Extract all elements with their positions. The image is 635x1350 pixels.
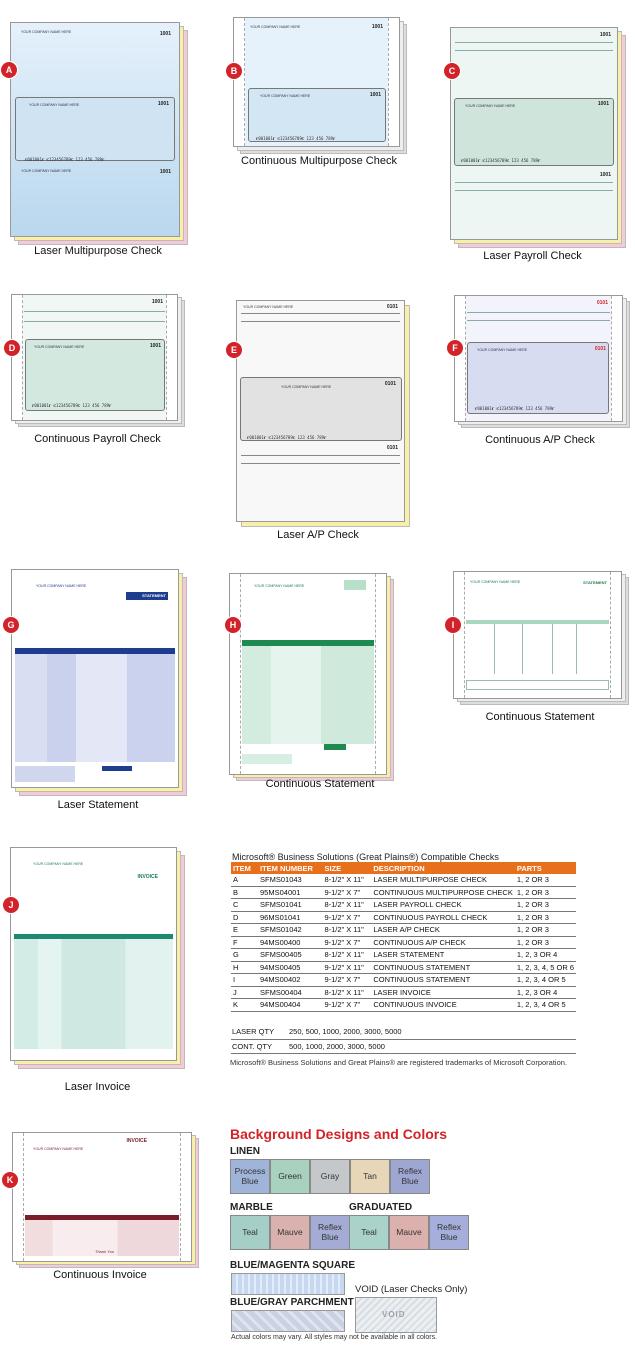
graduated-swatch: Reflex Blue xyxy=(429,1215,469,1250)
table-row xyxy=(231,974,576,987)
table-row xyxy=(231,911,576,924)
rule xyxy=(241,321,400,322)
column-rule xyxy=(494,624,495,674)
cell-item-number: 96MS01041 xyxy=(258,911,322,924)
check-number: 1001 xyxy=(371,24,383,30)
cell-size: 9-1/2" X 11" xyxy=(322,961,371,974)
invoice-title: INVOICE xyxy=(137,874,158,880)
badge-d: D xyxy=(4,340,20,356)
company-name: YOUR COMPANY NAME HERE xyxy=(477,348,528,352)
company-name: YOUR COMPANY NAME HERE xyxy=(281,385,332,389)
trademark-note: Microsoft® Business Solutions and Great Plains® are registered trademarks of Microsoft Corporation. xyxy=(230,1058,568,1067)
rule xyxy=(241,455,400,456)
rule xyxy=(241,313,400,314)
cell-parts: 1, 2 OR 3 xyxy=(515,911,576,924)
tractor-feed-left xyxy=(454,572,465,698)
tractor-feed-left xyxy=(234,18,245,146)
cell-item: K xyxy=(231,999,258,1012)
cell-parts: 1, 2, 3 OR 4 xyxy=(515,986,576,999)
form-sheet xyxy=(229,573,387,775)
tractor-feed-right xyxy=(180,1133,191,1261)
cell-description: CONTINUOUS STATEMENT xyxy=(371,961,515,974)
caption-h: Continuous Statement xyxy=(265,778,375,790)
bg-parchment-swatch xyxy=(231,1310,345,1332)
cell-size: 8-1/2" X 11" xyxy=(322,874,371,886)
company-name: YOUR COMPANY NAME HERE xyxy=(29,103,80,107)
rule xyxy=(24,321,165,322)
column-rule xyxy=(522,624,523,674)
cell-item-number: SFMS01042 xyxy=(258,924,322,937)
tractor-feed-left xyxy=(13,1133,24,1261)
tractor-feed-right xyxy=(610,572,621,698)
check-number: 1001 xyxy=(149,343,161,349)
cell-size: 9-1/2" X 7" xyxy=(322,999,371,1012)
rule xyxy=(24,311,165,312)
linen-swatch: Tan xyxy=(350,1159,390,1194)
bg-parchment-label: BLUE/GRAY PARCHMENT xyxy=(230,1297,354,1308)
linen-swatch: Process Blue xyxy=(230,1159,270,1194)
check-area xyxy=(25,339,165,411)
check-number: 1001 xyxy=(597,101,609,107)
micr-line: ⑈001001⑈ ⑆123456789⑆ 123 456 789⑈ xyxy=(247,435,327,440)
linen-swatch: Reflex Blue xyxy=(390,1159,430,1194)
linen-label: LINEN xyxy=(230,1146,260,1157)
company-name: YOUR COMPANY NAME HERE xyxy=(470,580,521,584)
caption-k: Continuous Invoice xyxy=(53,1269,147,1281)
cell-description: LASER A/P CHECK xyxy=(371,924,515,937)
form-sheet xyxy=(11,569,179,788)
company-name: YOUR COMPANY NAME HERE xyxy=(21,169,72,173)
cell-description: CONTINUOUS INVOICE xyxy=(371,999,515,1012)
cell-description: CONTINUOUS A/P CHECK xyxy=(371,936,515,949)
cell-item: I xyxy=(231,974,258,987)
badge-j: J xyxy=(3,897,19,913)
cell-item-number: SFMS01043 xyxy=(258,874,322,886)
check-number: 1001 xyxy=(159,169,171,175)
company-name: YOUR COMPANY NAME HERE xyxy=(250,25,301,29)
badge-b: B xyxy=(226,63,242,79)
tractor-feed-left xyxy=(12,295,23,420)
form-sheet xyxy=(236,300,405,522)
company-name: YOUR COMPANY NAME HERE xyxy=(34,345,85,349)
badge-g: G xyxy=(3,617,19,633)
tractor-feed-right xyxy=(611,296,622,421)
company-name: YOUR COMPANY NAME HERE xyxy=(33,1147,84,1151)
micr-line: ⑈001001⑈ ⑆123456789⑆ 123 456 789⑈ xyxy=(256,136,336,141)
statement-title: STATEMENT xyxy=(583,580,607,585)
cell-size: 8-1/2" X 11" xyxy=(322,949,371,962)
table-row xyxy=(231,986,576,999)
col-item-number: ITEM NUMBER xyxy=(258,862,322,874)
cell-item: H xyxy=(231,961,258,974)
cell-parts: 1, 2 OR 3 xyxy=(515,936,576,949)
table-row xyxy=(231,949,576,962)
check-area xyxy=(467,342,609,414)
cell-description: LASER STATEMENT xyxy=(371,949,515,962)
cell-item-number: SFMS01041 xyxy=(258,899,322,912)
thank-you-text: Thank You xyxy=(95,1249,115,1254)
check-number: 1001 xyxy=(157,101,169,107)
caption-j: Laser Invoice xyxy=(64,1081,131,1093)
rule xyxy=(455,50,613,51)
cell-description: CONTINUOUS STATEMENT xyxy=(371,974,515,987)
aging-boxes xyxy=(466,680,609,690)
badge-h: H xyxy=(225,617,241,633)
void-watermark: VOID xyxy=(382,1310,406,1319)
form-sheet xyxy=(453,571,622,699)
badge-e: E xyxy=(226,342,242,358)
cell-parts: 1, 2 OR 3 xyxy=(515,924,576,937)
caption-b: Continuous Multipurpose Check xyxy=(241,155,397,167)
check-number: 0101 xyxy=(594,346,606,352)
form-sheet xyxy=(10,847,177,1061)
bm-square-label: BLUE/MAGENTA SQUARE xyxy=(230,1260,355,1271)
bm-square-swatch xyxy=(231,1273,345,1295)
table-row xyxy=(231,999,576,1012)
form-sheet xyxy=(10,22,180,237)
cell-item: F xyxy=(231,936,258,949)
linen-swatch: Gray xyxy=(310,1159,350,1194)
cell-item: B xyxy=(231,886,258,899)
company-name: YOUR COMPANY NAME HERE xyxy=(254,584,305,588)
invoice-title: INVOICE xyxy=(126,1138,147,1144)
line-items-area xyxy=(14,939,173,1049)
cell-item-number: SFMS00405 xyxy=(258,949,322,962)
void-label: VOID (Laser Checks Only) xyxy=(355,1284,468,1295)
rule xyxy=(467,312,610,313)
laser-qty-label: LASER QTY xyxy=(232,1027,275,1036)
compatible-checks-table xyxy=(231,862,576,1012)
form-sheet xyxy=(233,17,400,147)
cont-qty: 500, 1000, 2000, 3000, 5000 xyxy=(289,1042,385,1051)
check-number: 1001 xyxy=(151,299,163,305)
cell-item: A xyxy=(231,874,258,886)
column-rule xyxy=(576,624,577,674)
micr-line: ⑈001001⑈ ⑆123456789⑆ 123 456 789⑈ xyxy=(32,403,112,408)
amount-due-bar xyxy=(102,766,132,771)
micr-line: ⑈001001⑈ ⑆123456789⑆ 123 456 789⑈ xyxy=(475,406,555,411)
marble-swatch: Reflex Blue xyxy=(310,1215,350,1250)
company-name: YOUR COMPANY NAME HERE xyxy=(21,30,72,34)
form-sheet xyxy=(454,295,623,422)
check-number: 0101 xyxy=(384,381,396,387)
aging-boxes xyxy=(15,766,75,782)
column-rule xyxy=(552,624,553,674)
void-sample xyxy=(355,1297,437,1333)
cell-parts: 1, 2 OR 3 xyxy=(515,899,576,912)
check-number: 0101 xyxy=(386,445,398,451)
marble-swatch: Mauve xyxy=(270,1215,310,1250)
caption-a: Laser Multipurpose Check xyxy=(34,245,162,257)
cont-qty-label: CONT. QTY xyxy=(232,1042,273,1051)
micr-line: ⑈001001⑈ ⑆123456789⑆ 123 456 789⑈ xyxy=(461,158,541,163)
micr-line: ⑈001001⑈ ⑆123456789⑆ 123 456 789⑈ xyxy=(25,157,105,162)
tractor-feed-right xyxy=(388,18,399,146)
rule xyxy=(231,1053,576,1054)
cell-description: CONTINUOUS PAYROLL CHECK xyxy=(371,911,515,924)
cell-size: 9-1/2" X 7" xyxy=(322,936,371,949)
total-bar xyxy=(324,744,346,750)
caption-f: Continuous A/P Check xyxy=(485,434,595,446)
caption-g: Laser Statement xyxy=(57,799,139,811)
statement-box xyxy=(344,580,366,590)
cell-item: C xyxy=(231,899,258,912)
cell-size: 9-1/2" X 7" xyxy=(322,886,371,899)
check-number: 0101 xyxy=(596,300,608,306)
caption-d: Continuous Payroll Check xyxy=(34,433,161,445)
statement-title: STATEMENT xyxy=(142,593,166,598)
company-name: YOUR COMPANY NAME HERE xyxy=(33,862,84,866)
linen-swatch: Green xyxy=(270,1159,310,1194)
cell-item: G xyxy=(231,949,258,962)
graduated-swatch: Mauve xyxy=(389,1215,429,1250)
col-description: DESCRIPTION xyxy=(371,862,515,874)
badge-f: F xyxy=(447,340,463,356)
marble-label: MARBLE xyxy=(230,1202,273,1213)
check-number: 1001 xyxy=(159,31,171,37)
cell-item-number: 94MS00404 xyxy=(258,999,322,1012)
company-name: YOUR COMPANY NAME HERE xyxy=(36,584,87,588)
cell-size: 8-1/2" X 11" xyxy=(322,899,371,912)
rule xyxy=(241,463,400,464)
cell-parts: 1, 2 OR 3 xyxy=(515,874,576,886)
table-title: Microsoft® Business Solutions (Great Plains®) Compatible Checks xyxy=(232,852,499,862)
line-items-area xyxy=(242,646,374,744)
rule xyxy=(467,320,610,321)
badge-a: A xyxy=(1,62,17,78)
cell-item: E xyxy=(231,924,258,937)
cell-item-number: SFMS00404 xyxy=(258,986,322,999)
cell-item-number: 94MS00402 xyxy=(258,974,322,987)
rule xyxy=(455,190,613,191)
form-sheet xyxy=(12,1132,192,1262)
table-row xyxy=(231,924,576,937)
column-header xyxy=(466,620,609,624)
cell-description: LASER INVOICE xyxy=(371,986,515,999)
cell-size: 9-1/2" X 7" xyxy=(322,974,371,987)
cell-item-number: 95MS04001 xyxy=(258,886,322,899)
form-sheet xyxy=(450,27,618,240)
marble-swatch: Teal xyxy=(230,1215,270,1250)
cell-description: LASER PAYROLL CHECK xyxy=(371,899,515,912)
col-size: SIZE xyxy=(322,862,371,874)
cell-size: 9-1/2" X 7" xyxy=(322,911,371,924)
check-area xyxy=(454,98,614,166)
check-number: 1001 xyxy=(599,172,611,178)
cell-item: D xyxy=(231,911,258,924)
graduated-label: GRADUATED xyxy=(349,1202,413,1213)
cell-item-number: 94MS00405 xyxy=(258,961,322,974)
line-items-area xyxy=(15,654,175,762)
col-parts: PARTS xyxy=(515,862,576,874)
table-row xyxy=(231,874,576,886)
table-row xyxy=(231,936,576,949)
tractor-feed-right xyxy=(166,295,177,420)
company-name: YOUR COMPANY NAME HERE xyxy=(243,305,294,309)
cell-parts: 1, 2, 3, 4, 5 OR 6 xyxy=(516,962,574,972)
tractor-feed-left xyxy=(230,574,241,774)
check-number: 1001 xyxy=(599,32,611,38)
cell-parts: 1, 2, 3, 4 OR 5 xyxy=(515,999,576,1012)
tractor-feed-right xyxy=(375,574,386,774)
laser-qty: 250, 500, 1000, 2000, 3000, 5000 xyxy=(289,1027,402,1036)
tractor-feed-left xyxy=(455,296,466,421)
company-name: YOUR COMPANY NAME HERE xyxy=(465,104,516,108)
graduated-swatch: Teal xyxy=(349,1215,389,1250)
form-sheet xyxy=(11,294,178,421)
caption-e: Laser A/P Check xyxy=(277,529,359,541)
cell-parts: 1, 2, 3, 4 OR 5 xyxy=(515,974,576,987)
caption-c: Laser Payroll Check xyxy=(483,250,582,262)
rule xyxy=(231,1039,576,1040)
cell-item-number: 94MS00400 xyxy=(258,936,322,949)
disclaimer: Actual colors may vary. All styles may not be available in all colors. xyxy=(231,1334,438,1341)
table-row xyxy=(231,886,576,899)
check-number: 0101 xyxy=(386,304,398,310)
col-item: ITEM xyxy=(231,862,258,874)
aging-boxes xyxy=(242,754,292,764)
table-header-row xyxy=(231,862,576,874)
badge-k: K xyxy=(2,1172,18,1188)
table-row xyxy=(231,961,576,974)
rule xyxy=(455,182,613,183)
backgrounds-heading: Background Designs and Colors xyxy=(230,1126,448,1142)
caption-i: Continuous Statement xyxy=(485,711,595,723)
rule xyxy=(455,42,613,43)
cell-size: 8-1/2" X 11" xyxy=(322,986,371,999)
company-name: YOUR COMPANY NAME HERE xyxy=(260,94,311,98)
badge-i: I xyxy=(445,617,461,633)
cell-size: 8-1/2" X 11" xyxy=(322,924,371,937)
table-row xyxy=(231,899,576,912)
cell-item: J xyxy=(231,986,258,999)
cell-parts: 1, 2, 3 OR 4 xyxy=(515,949,576,962)
cell-description: CONTINUOUS MULTIPURPOSE CHECK xyxy=(371,886,515,899)
check-number: 1001 xyxy=(369,92,381,98)
cell-description: LASER MULTIPURPOSE CHECK xyxy=(371,874,515,886)
badge-c: C xyxy=(444,63,460,79)
cell-parts: 1, 2 OR 3 xyxy=(515,886,576,899)
